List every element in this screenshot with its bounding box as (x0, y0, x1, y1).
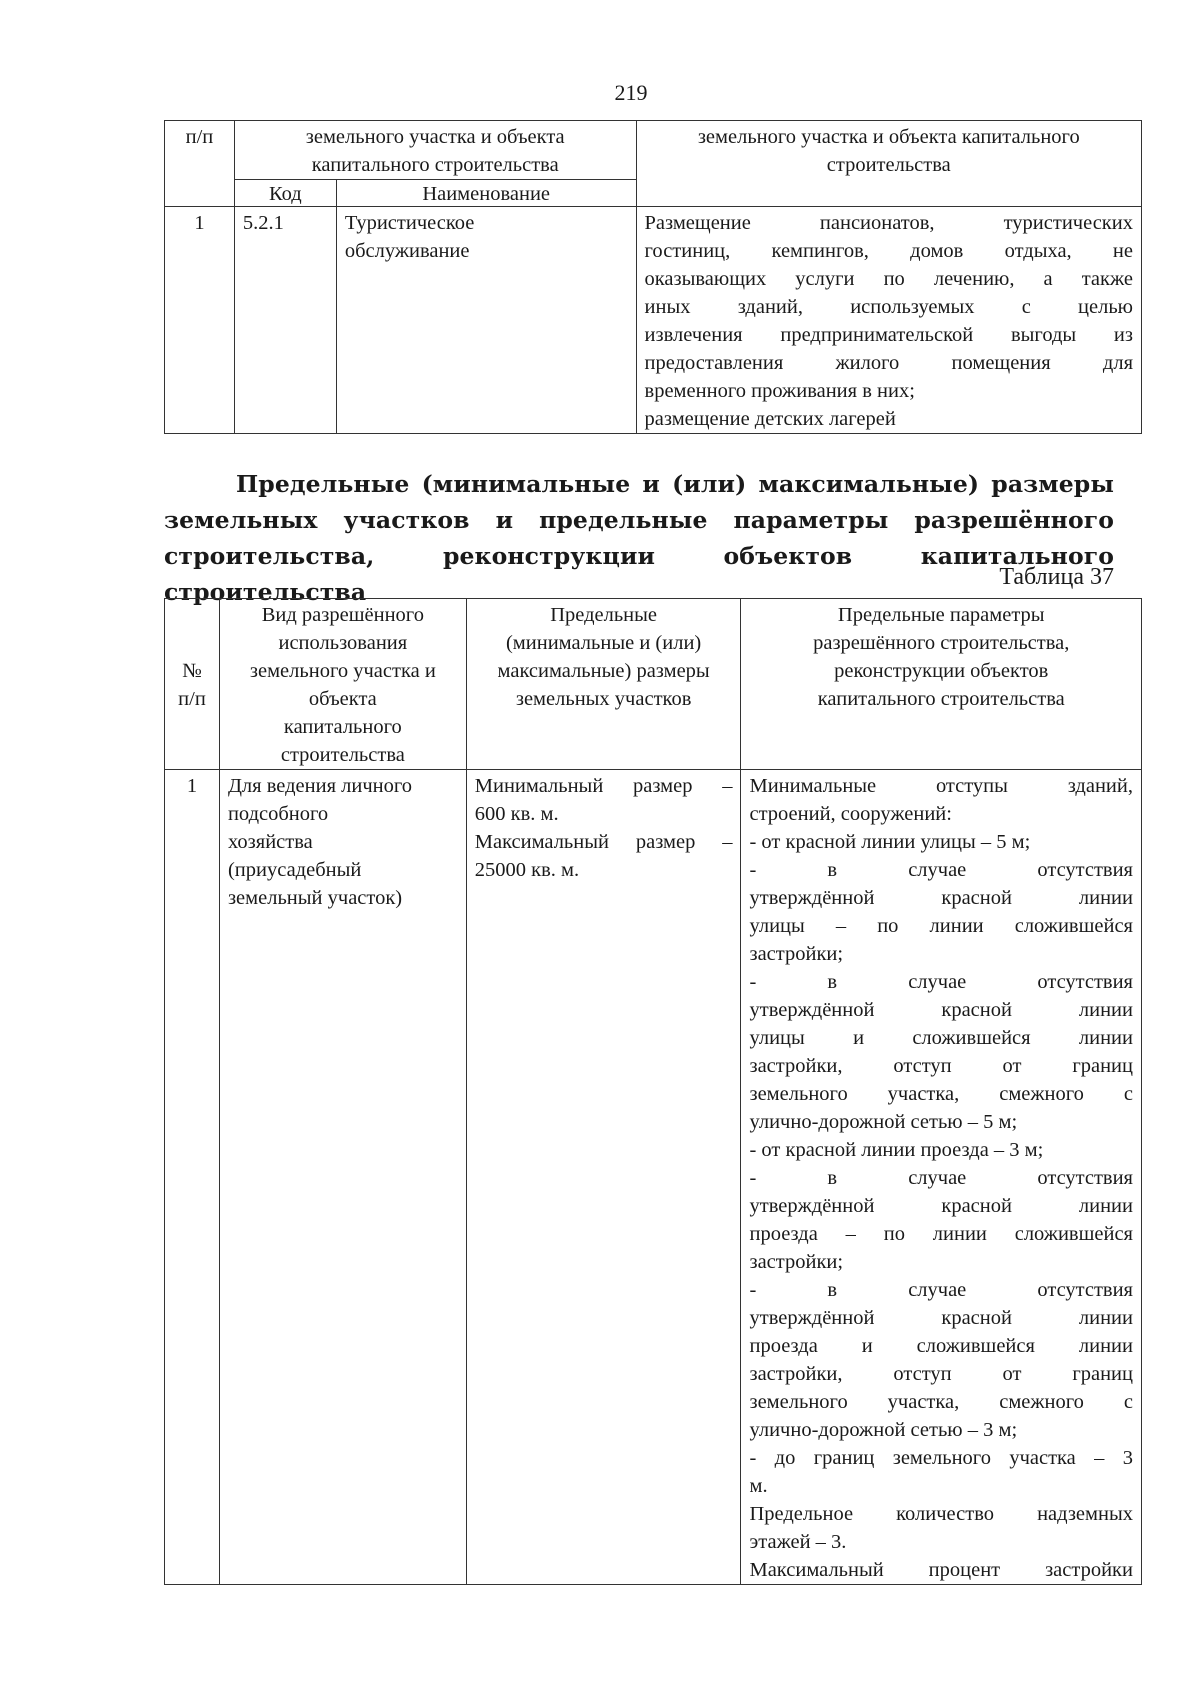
t37-header-vid-line: капитального (283, 716, 402, 738)
t37-row-params-line: - от красной линии проезда – 3 м; (749, 1139, 1044, 1161)
t37-row-params-line: застройки; (749, 943, 844, 965)
t37-row-params (741, 770, 1142, 1585)
top-header-vid (234, 121, 636, 180)
t37-row-vid-line: подсобного (227, 803, 329, 825)
t37-header-vid (219, 599, 466, 770)
t37-row-params-line: - до границ земельного участка – 3 (749, 1447, 1133, 1469)
table-37 (164, 598, 1142, 1585)
top-header-desc-line: земельного участка и объекта капитального (697, 126, 1080, 148)
top-row-num: 1 (165, 207, 235, 434)
t37-header-params-line: реконструкции объектов (834, 660, 1049, 682)
t37-row-params-line: утверждённой красной линии (749, 887, 1133, 909)
table-row (165, 207, 1142, 434)
table-row (165, 770, 1142, 1585)
t37-row-vid-line: (приусадебный (227, 859, 362, 881)
t37-row-params-line: - от красной линии улицы – 5 м; (749, 831, 1031, 853)
top-row-name (336, 207, 636, 434)
t37-row-params-line: - в случае отсутствия (749, 859, 1133, 881)
t37-row-params-line: утверждённой красной линии (749, 1307, 1133, 1329)
t37-header-num-line: п/п (178, 688, 206, 710)
top-header-vid-line: земельного участка и объекта (305, 126, 565, 148)
t37-header-sizes-line: максимальные) размеры (497, 660, 710, 682)
t37-row-params-line: Максимальный процент застройки (749, 1559, 1133, 1581)
t37-row-params-line: этажей – 3. (749, 1531, 847, 1553)
top-row-desc-line: предоставления жилого помещения для (644, 352, 1133, 374)
top-row-desc-line: Размещение пансионатов, туристических (644, 212, 1133, 234)
top-row-name-line: Туристическое (344, 212, 475, 234)
t37-row-sizes-line: Максимальный размер – (474, 831, 733, 853)
t37-row-params-line: застройки, отступ от границ (749, 1055, 1133, 1077)
t37-header-sizes-line: земельных участков (515, 688, 692, 710)
t37-header-vid-line: Вид разрешённого (261, 604, 424, 626)
t37-row-vid-line: Для ведения личного (227, 775, 413, 797)
t37-header-num (165, 599, 220, 770)
t37-row-vid-line: хозяйства (227, 831, 313, 853)
t37-header-vid-line: земельного участка и (249, 660, 436, 682)
top-row-desc-line: размещение детских лагерей (644, 408, 896, 430)
top-row-desc (636, 207, 1141, 434)
t37-header-vid-line: объекта (308, 688, 377, 710)
t37-header-params (741, 599, 1142, 770)
table-label: Таблица 37 (999, 564, 1114, 590)
top-row-desc-line: извлечения предпринимательской выгоды из (644, 324, 1133, 346)
t37-header-vid-line: строительства (280, 744, 405, 766)
t37-row-params-line: м. (749, 1475, 768, 1497)
t37-header-vid-line: использования (278, 632, 408, 654)
top-header-code: Код (234, 180, 336, 207)
t37-header-params-line: Предельные параметры (837, 604, 1045, 626)
t37-row-params-line: застройки, отступ от границ (749, 1363, 1133, 1385)
t37-row-params-line: - в случае отсутствия (749, 1279, 1133, 1301)
section-heading (164, 466, 1114, 610)
t37-header-params-line: капитального строительства (817, 688, 1065, 710)
t37-row-sizes-line: 25000 кв. м. (474, 859, 580, 881)
t37-row-params-line: земельного участка, смежного с (749, 1391, 1133, 1413)
t37-row-params-line: проезда – по линии сложившейся (749, 1223, 1133, 1245)
heading-line: Предельные (минимальные и (или) максимальные) размеры (236, 470, 1114, 498)
t37-row-params-line: Предельное количество надземных (749, 1503, 1133, 1525)
top-row-desc-line: гостиниц, кемпингов, домов отдыха, не (644, 240, 1133, 262)
t37-row-params-line: застройки; (749, 1251, 844, 1273)
t37-row-params-line: - в случае отсутствия (749, 971, 1133, 993)
top-table (164, 120, 1142, 434)
top-header-desc-line: строительства (826, 154, 951, 176)
top-header-desc (636, 121, 1141, 207)
top-row-desc-line: оказывающих услуги по лечению, а также (644, 268, 1133, 290)
t37-row-params-line: земельного участка, смежного с (749, 1083, 1133, 1105)
t37-row-params-line: улицы – по линии сложившейся (749, 915, 1133, 937)
top-header-vid-line: капитального строительства (311, 154, 559, 176)
page-number: 219 (614, 80, 648, 105)
t37-row-vid-line: земельный участок) (227, 887, 403, 909)
top-header-name: Наименование (336, 180, 636, 207)
t37-row-params-line: утверждённой красной линии (749, 999, 1133, 1021)
t37-row-params-line: строений, сооружений: (749, 803, 952, 825)
t37-row-params-line: улицы и сложившейся линии (749, 1027, 1133, 1049)
top-table-header-row (165, 121, 1142, 180)
t37-row-num: 1 (165, 770, 220, 1585)
t37-row-sizes-line: 600 кв. м. (474, 803, 559, 825)
top-row-desc-line: иных зданий, используемых с целью (644, 296, 1133, 318)
t37-header-sizes (466, 599, 741, 770)
t37-row-params-line: улично-дорожной сетью – 5 м; (749, 1111, 1018, 1133)
table-37-header-row (165, 599, 1142, 770)
top-row-desc-line: временного проживания в них; (644, 380, 915, 402)
heading-line: строительства, реконструкции объектов капитального строительства (164, 542, 1114, 606)
top-header-num: п/п (165, 121, 235, 207)
t37-row-params-line: Минимальные отступы зданий, (749, 775, 1133, 797)
t37-row-sizes-line: Минимальный размер – (474, 775, 733, 797)
t37-row-params-line: утверждённой красной линии (749, 1195, 1133, 1217)
top-row-name-line: обслуживание (344, 240, 470, 262)
t37-row-vid (219, 770, 466, 1585)
t37-row-params-line: проезда и сложившейся линии (749, 1335, 1133, 1357)
top-row-code: 5.2.1 (234, 207, 336, 434)
t37-header-sizes-line: (минимальные и (или) (505, 632, 702, 654)
t37-row-params-line: улично-дорожной сетью – 3 м; (749, 1419, 1018, 1441)
t37-row-sizes (466, 770, 741, 1585)
t37-header-params-line: разрешённого строительства, (813, 632, 1070, 654)
t37-row-params-line: - в случае отсутствия (749, 1167, 1133, 1189)
t37-header-num-line: № (182, 660, 202, 682)
heading-line: земельных участков и предельные параметры разрешённого (164, 506, 1114, 534)
t37-header-sizes-line: Предельные (550, 604, 658, 626)
